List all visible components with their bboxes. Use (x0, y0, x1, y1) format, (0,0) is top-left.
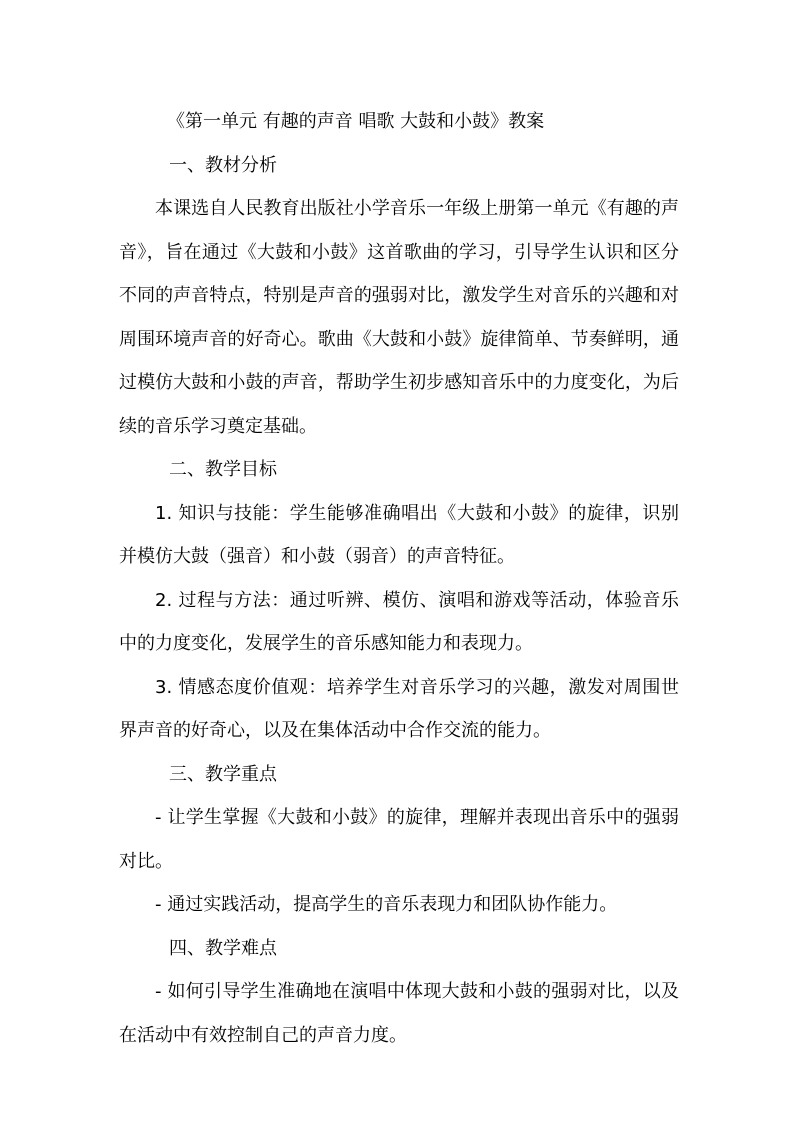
document-body (119, 100, 679, 1057)
paragraph: 1. 知识与技能：学生能够准确唱出《大鼓和小鼓》的旋律，识别并模仿大鼓（强音）和小鼓（弱音）的声音特征。 (119, 502, 679, 567)
paragraph: - 如何引导学生准确地在演唱中体现大鼓和小鼓的强弱对比，以及在活动中有效控制自己的声音力度。 (119, 981, 679, 1046)
paragraph: 2. 过程与方法：通过听辨、模仿、演唱和游戏等活动，体验音乐中的力度变化，发展学生的音乐感知能力和表现力。 (119, 589, 679, 654)
section-textbook-analysis (119, 144, 679, 449)
paragraph: 本课选自人民教育出版社小学音乐一年级上册第一单元《有趣的声音》，旨在通过《大鼓和小鼓》这首歌曲的学习，引导学生认识和区分不同的声音特点，特别是声音的强弱对比，激发学生对音乐的兴趣和对周围环境声音的好奇心。歌曲《大鼓和小鼓》旋律简单、节奏鲜明，通过模仿大鼓和小鼓的声音，帮助学生初步感知音乐中的力度变化，为后续的音乐学习奠定基础。 (119, 198, 679, 437)
section-teaching-objectives (119, 448, 679, 753)
section-teaching-difficulties (119, 927, 679, 1058)
paragraph: - 让学生掌握《大鼓和小鼓》的旋律，理解并表现出音乐中的强弱对比。 (119, 807, 679, 872)
section-heading: 一、教材分析 (169, 154, 277, 176)
paragraph: 3. 情感态度价值观：培养学生对音乐学习的兴趣，激发对周围世界声音的好奇心，以及在集体活动中合作交流的能力。 (119, 676, 679, 741)
section-heading: 四、教学难点 (169, 937, 277, 959)
section-teaching-key-points (119, 753, 679, 927)
document-title: 《第一单元 有趣的声音 唱歌 大鼓和小鼓》教案 (167, 111, 545, 132)
section-heading: 三、教学重点 (169, 763, 277, 785)
paragraph: - 通过实践活动，提高学生的音乐表现力和团队协作能力。 (155, 894, 618, 915)
section-heading: 二、教学目标 (169, 459, 277, 480)
